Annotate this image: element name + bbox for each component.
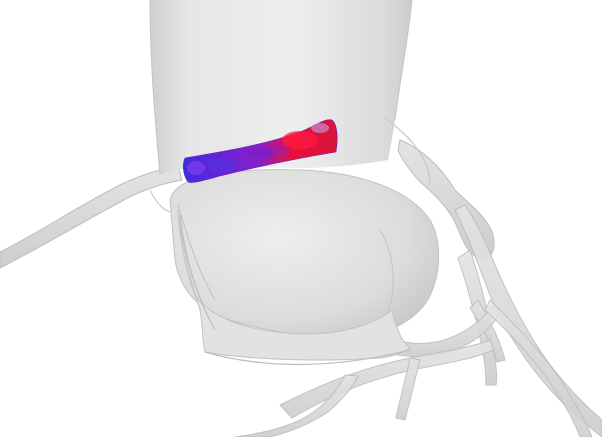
left-coronary-vessel — [0, 166, 182, 268]
